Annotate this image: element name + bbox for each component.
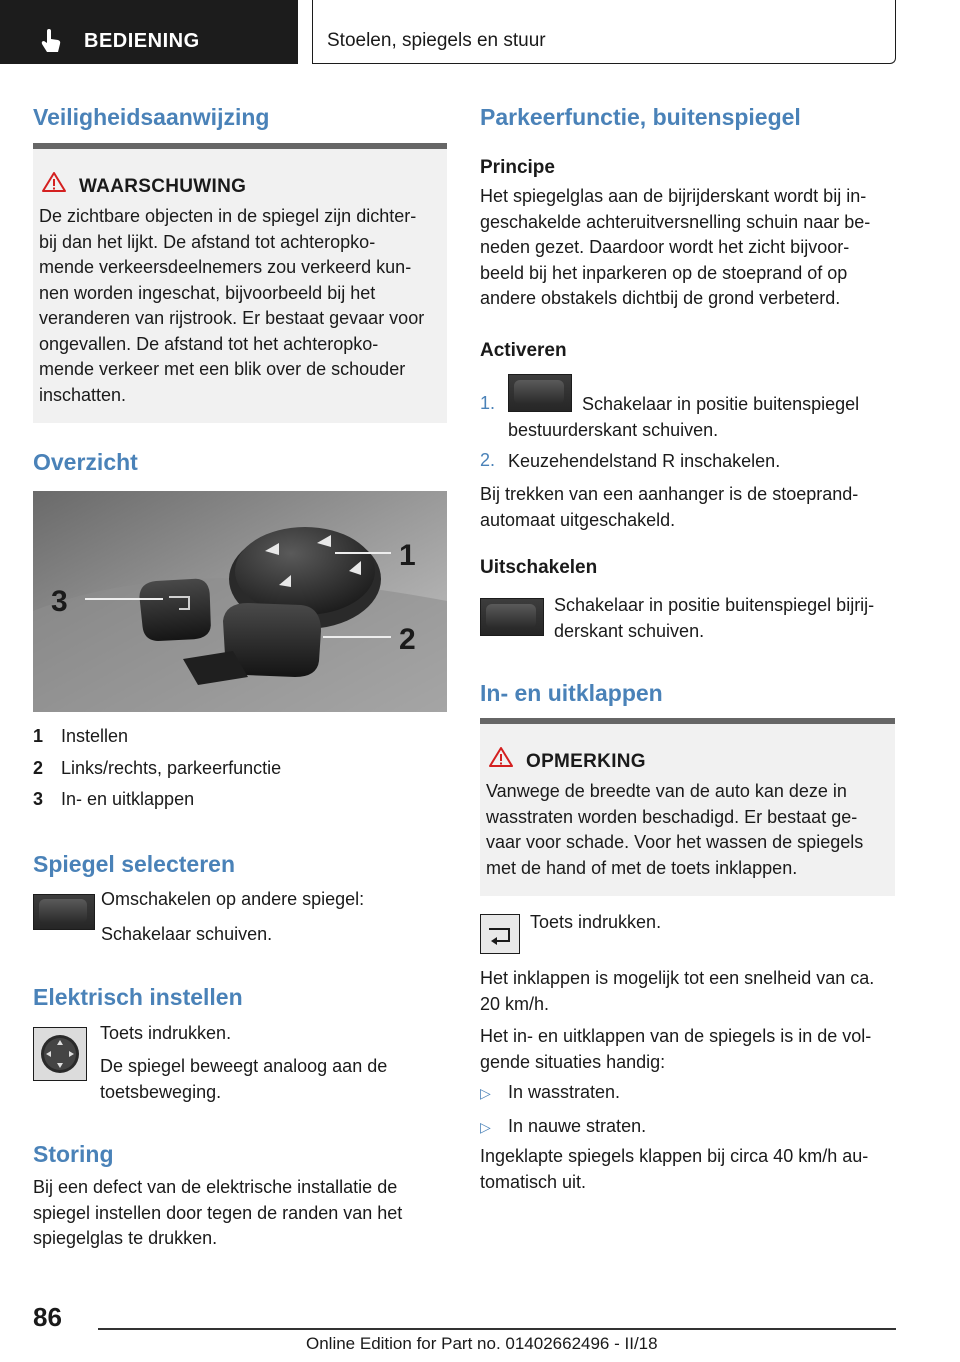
- notice-title: OPMERKING: [526, 751, 646, 772]
- select-text-2: Schakelaar schuiven.: [101, 924, 273, 944]
- bullet-triangle-icon: ▷: [480, 1085, 491, 1101]
- list-item: ▷ In nauwe straten.: [480, 1114, 646, 1141]
- notice-box: [480, 718, 895, 896]
- callout-3: 3: [51, 585, 68, 618]
- fold-bullet-list: [480, 1080, 646, 1140]
- list-item: ▷ In wasstraten.: [480, 1080, 646, 1107]
- select-text-1: Omschakelen op andere spiegel:: [101, 889, 365, 909]
- heading-parking-function: Parkeerfunctie, buitenspiegel: [480, 104, 801, 130]
- warning-triangle-icon: [41, 171, 67, 193]
- notice-text: Vanwege de breedte van de auto kan deze in wasstraten worden beschadigd. Er bestaat ge- vaar voor schade. Voor het wassen de spiegels met de hand of met de toets inklappen.: [486, 781, 864, 878]
- deactivate-text: Schakelaar in positie buitenspiegel bijrij- derskant schuiven.: [554, 595, 875, 641]
- principle-title: Principe: [480, 157, 555, 178]
- step-1-text-cont: bestuurderskant schuiven.: [508, 420, 719, 440]
- mirror-controls-photo: [33, 491, 447, 712]
- legend-item: 1 Instellen: [33, 726, 129, 746]
- heading-select-mirror: Spiegel selecteren: [33, 851, 235, 877]
- step-2-text: Keuzehendelstand R inschakelen.: [508, 451, 781, 471]
- callout-2: 2: [399, 623, 416, 656]
- warning-text: De zichtbare objecten in de spiegel zijn dichter- bij dan het lijkt. De afstand tot achteropko- mende verkeersdeelnemers zou verkeerd kun- nen worden ingeschat, bijvoorbeeld bij het veranderen van rijstrook. Er bestaat gevaar voor ongevallen. De afstand tot het achteropko- mende verkeer met een blik over de schouder inschatten.: [39, 206, 425, 405]
- electric-text-1: Toets indrukken.: [100, 1023, 232, 1043]
- warning-box: [33, 143, 447, 423]
- bullet-triangle-icon: ▷: [480, 1118, 491, 1135]
- mirror-switch-icon: [33, 894, 95, 930]
- fault-text: Bij een defect van de elektrische installatie de spiegel instellen door tegen de randen van het spiegelglas te drukken.: [33, 1177, 403, 1248]
- fold-speed-text: Het inklappen is mogelijk tot een snelheid van ca. 20 km/h.: [480, 968, 875, 1014]
- mirror-switch-icon: [508, 374, 572, 412]
- header-section-tab: [0, 0, 298, 64]
- heading-overview: Overzicht: [33, 449, 138, 475]
- activate-title: Activeren: [480, 340, 567, 361]
- heading-fold: In- en uitklappen: [480, 680, 663, 706]
- fold-auto-text: Ingeklapte spiegels klappen bij circa 40 km/h au- tomatisch uit.: [480, 1146, 869, 1192]
- overview-legend: [33, 724, 281, 813]
- trailer-text: Bij trekken van een aanhanger is de stoeprand- automaat uitgeschakeld.: [480, 484, 859, 530]
- fold-press-text: Toets indrukken.: [530, 912, 662, 932]
- legend-item: 2 Links/rechts, parkeerfunctie: [33, 757, 282, 778]
- step-1-text: Schakelaar in positie buitenspiegel: [582, 394, 860, 414]
- footer-edition: Online Edition for Part no. 01402662496 - II/18: [306, 1334, 658, 1353]
- footer-divider: [98, 1328, 896, 1330]
- warning-title: WAARSCHUWING: [79, 176, 247, 197]
- header-section-title: BEDIENING: [84, 30, 200, 52]
- heading-safety: Veiligheidsaanwijzing: [33, 104, 270, 130]
- callout-1: 1: [399, 539, 416, 572]
- legend-item: 3 In- en uitklappen: [33, 789, 195, 809]
- fold-button-icon: [480, 914, 520, 954]
- principle-text: Het spiegelglas aan de bijrijderskant wordt bij in- geschakelde achteruitversnelling schuin naar be- neden gezet. Daardoor wordt het zicht bijvoor- beeld bij het inparkeren op de stoeprand of op andere obstakels dichtbij de grond verbeterd.: [480, 186, 871, 308]
- fold-handy-text: Het in- en uitklappen van de spiegels is in de vol- gende situaties handig:: [480, 1026, 872, 1072]
- heading-electric-adjust: Elektrisch instellen: [33, 984, 243, 1010]
- electric-text-2: De spiegel beweegt analoog aan de toetsbeweging.: [100, 1056, 388, 1102]
- warning-triangle-icon: [488, 746, 514, 768]
- header-chapter-tab: [312, 0, 896, 64]
- joystick-icon: [33, 1027, 87, 1081]
- step-2-number: 2.: [480, 450, 496, 470]
- page-number: 86: [33, 1302, 62, 1332]
- mirror-switch-icon: [480, 598, 544, 636]
- step-1-number: 1.: [480, 393, 496, 413]
- heading-fault: Storing: [33, 1141, 114, 1167]
- header-chapter-title: Stoelen, spiegels en stuur: [327, 30, 546, 51]
- deactivate-title: Uitschakelen: [480, 557, 598, 578]
- hand-pointer-icon: [38, 28, 64, 54]
